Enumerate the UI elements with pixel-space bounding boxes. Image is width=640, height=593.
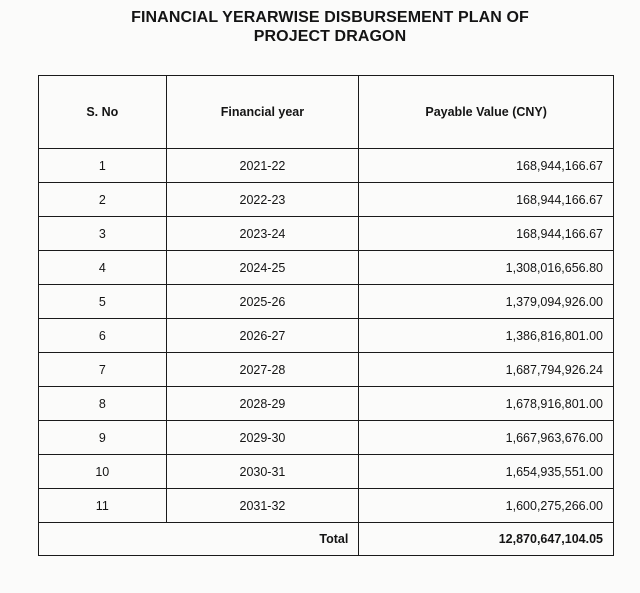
cell-value: 1,600,275,266.00: [359, 489, 614, 523]
total-value: 12,870,647,104.05: [359, 523, 614, 556]
cell-year: 2024-25: [166, 251, 359, 285]
table-row: [39, 387, 614, 421]
cell-value: 1,687,794,926.24: [359, 353, 614, 387]
table-row: [39, 183, 614, 217]
cell-value: 1,386,816,801.00: [359, 319, 614, 353]
table-row: [39, 285, 614, 319]
cell-year: 2026-27: [166, 319, 359, 353]
table-row: [39, 489, 614, 523]
cell-value: 1,654,935,551.00: [359, 455, 614, 489]
cell-sno: 2: [39, 183, 167, 217]
header-sno: S. No: [39, 76, 167, 149]
cell-sno: 3: [39, 217, 167, 251]
cell-sno: 9: [39, 421, 167, 455]
title-line-2: PROJECT DRAGON: [253, 28, 407, 45]
cell-year: 2022-23: [166, 183, 359, 217]
title-line-1: FINANCIAL YERARWISE DISBURSEMENT PLAN OF: [131, 9, 529, 26]
cell-year: 2028-29: [166, 387, 359, 421]
cell-value: 1,308,016,656.80: [359, 251, 614, 285]
document-title: [110, 8, 550, 46]
cell-value: 168,944,166.67: [359, 183, 614, 217]
table-row: [39, 353, 614, 387]
cell-sno: 8: [39, 387, 167, 421]
cell-year: 2021-22: [166, 149, 359, 183]
cell-value: 1,678,916,801.00: [359, 387, 614, 421]
cell-year: 2027-28: [166, 353, 359, 387]
cell-year: 2030-31: [166, 455, 359, 489]
cell-value: 168,944,166.67: [359, 149, 614, 183]
cell-sno: 5: [39, 285, 167, 319]
cell-sno: 11: [39, 489, 167, 523]
cell-sno: 10: [39, 455, 167, 489]
cell-year: 2029-30: [166, 421, 359, 455]
cell-value: 1,667,963,676.00: [359, 421, 614, 455]
table-row: [39, 217, 614, 251]
cell-value: 168,944,166.67: [359, 217, 614, 251]
cell-sno: 7: [39, 353, 167, 387]
table-row: [39, 421, 614, 455]
table-row: [39, 319, 614, 353]
table-row: [39, 455, 614, 489]
cell-year: 2025-26: [166, 285, 359, 319]
table-header-row: [39, 76, 614, 149]
cell-sno: 6: [39, 319, 167, 353]
cell-year: 2023-24: [166, 217, 359, 251]
cell-year: 2031-32: [166, 489, 359, 523]
disbursement-table: [38, 75, 614, 556]
table-row: [39, 251, 614, 285]
cell-sno: 4: [39, 251, 167, 285]
cell-value: 1,379,094,926.00: [359, 285, 614, 319]
total-row: [39, 523, 614, 556]
total-label: Total: [39, 523, 359, 556]
cell-sno: 1: [39, 149, 167, 183]
table-row: [39, 149, 614, 183]
header-financial-year: Financial year: [166, 76, 359, 149]
header-payable-value: Payable Value (CNY): [359, 76, 614, 149]
